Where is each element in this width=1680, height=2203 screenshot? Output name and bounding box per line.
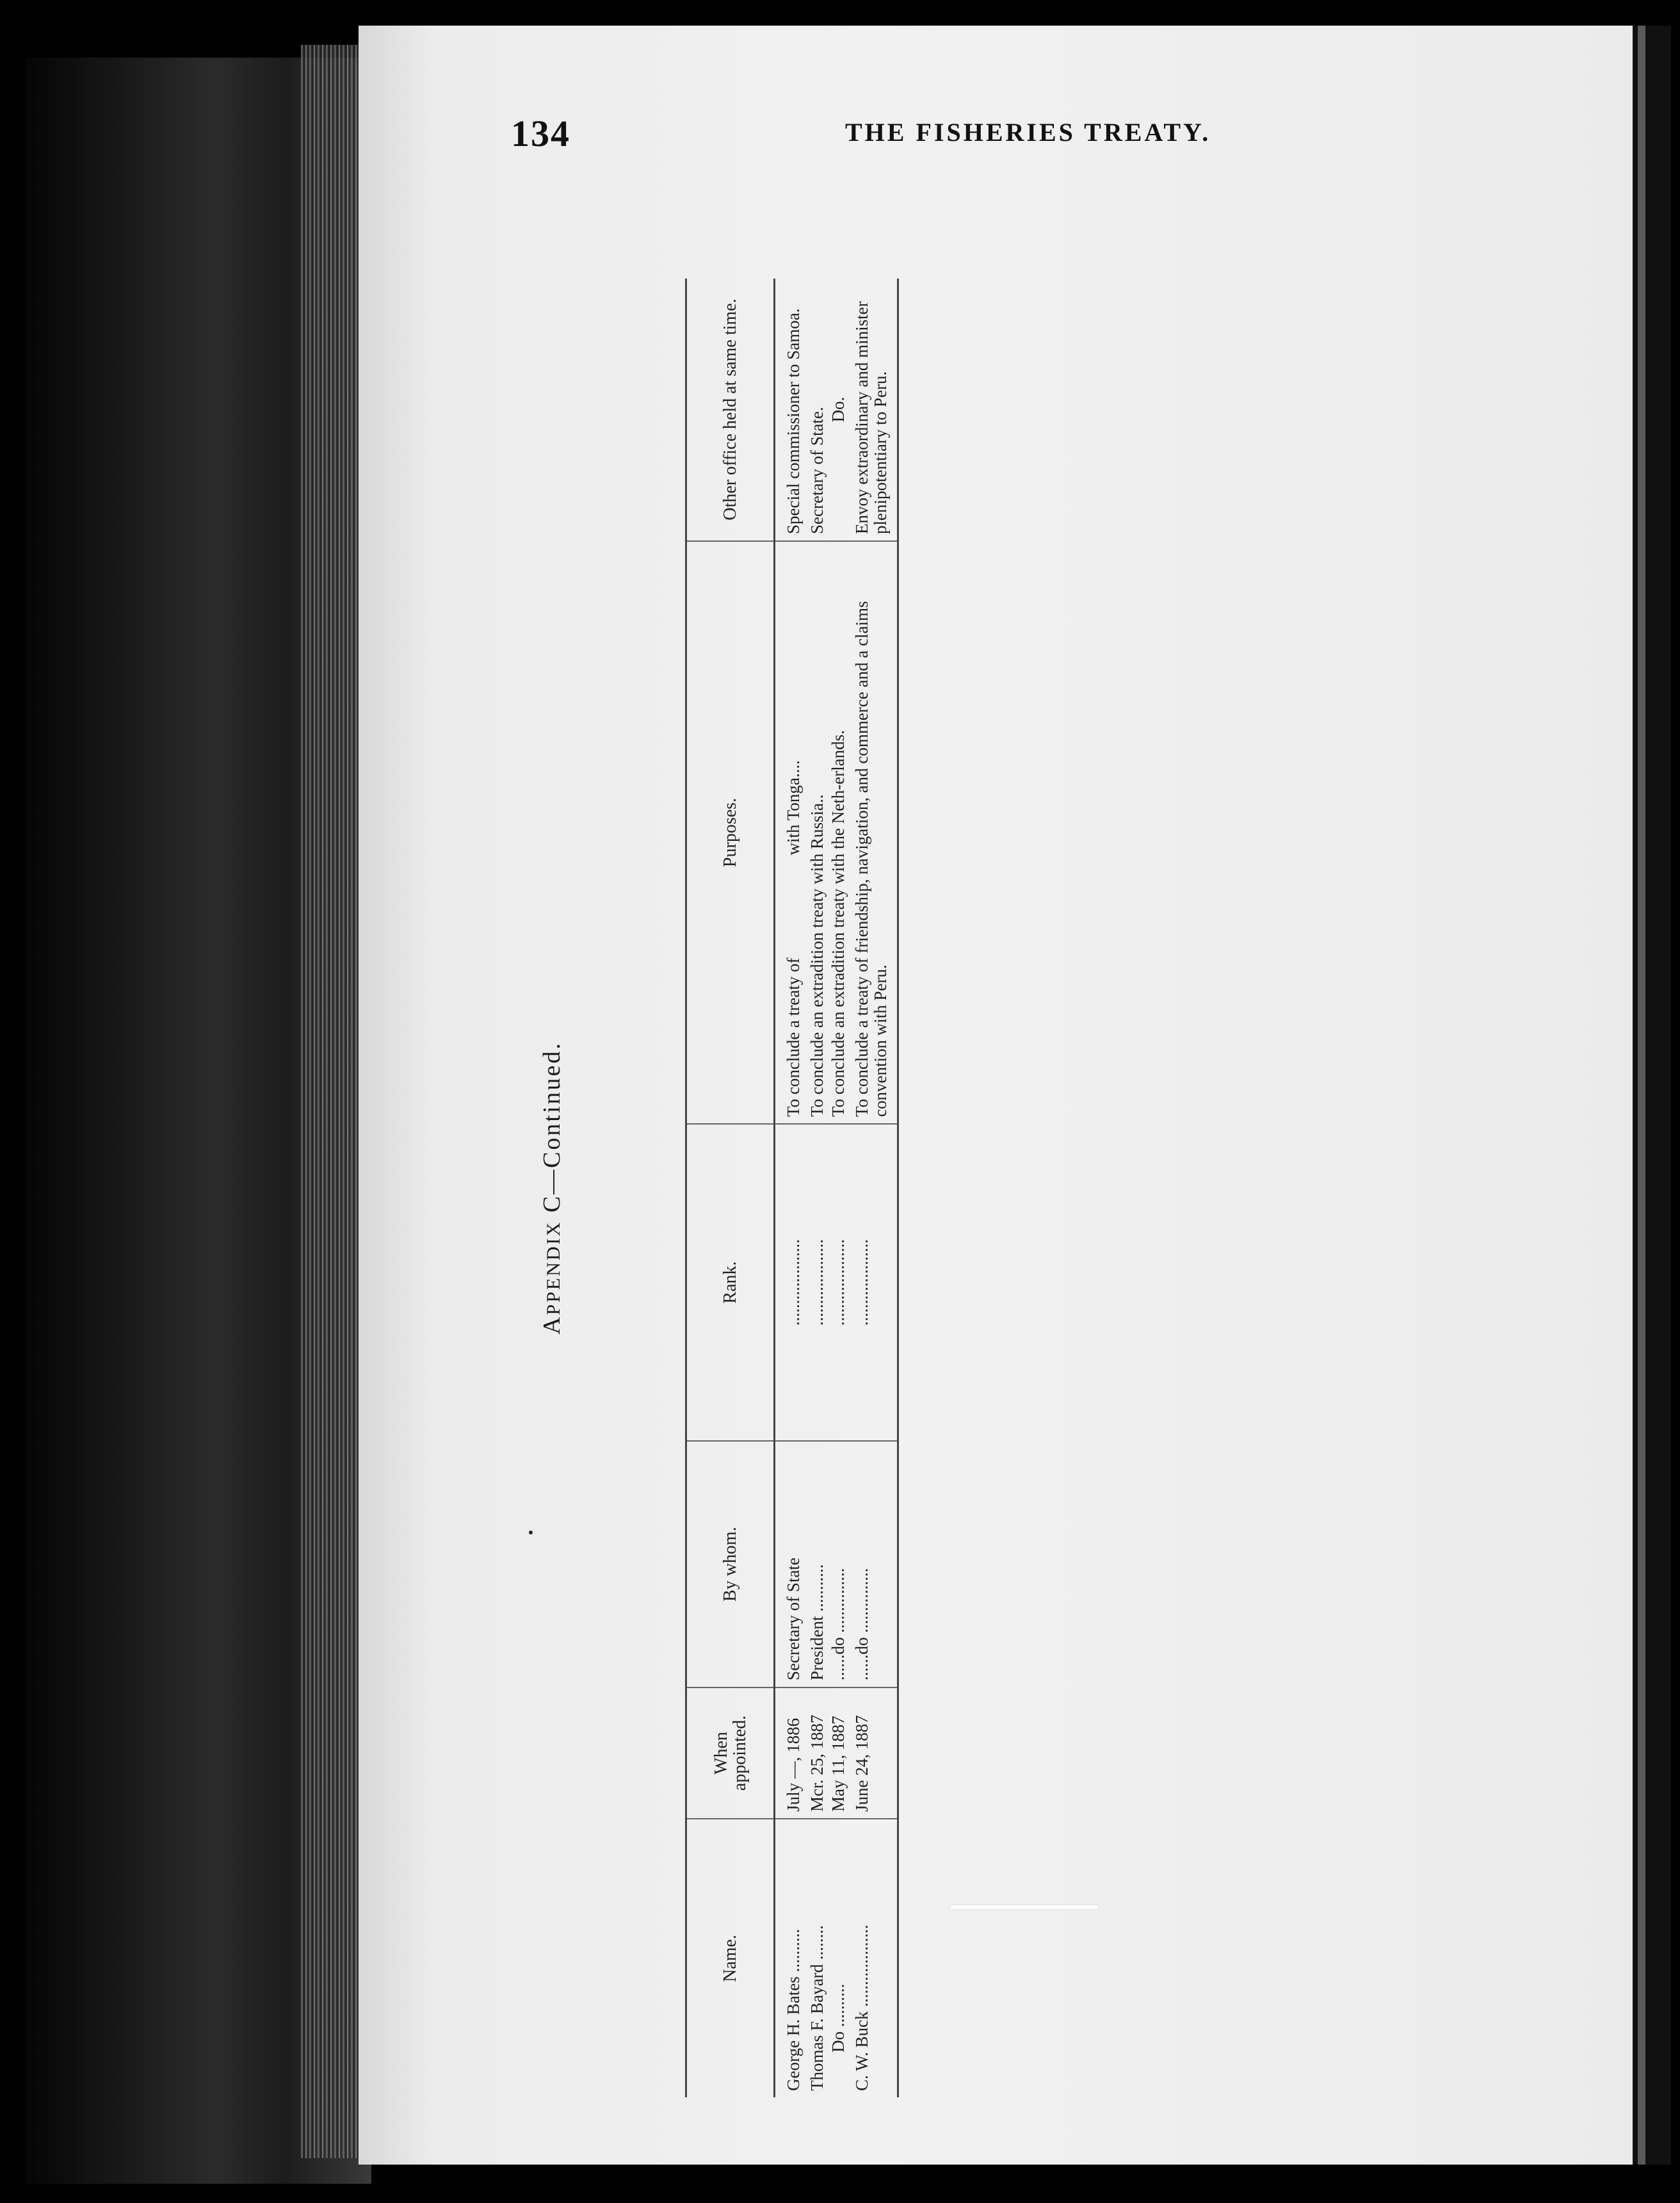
table-row: [775, 279, 806, 2097]
appendix-title: APPENDIX C—Continued.: [538, 1041, 565, 1335]
cell-rank: ....................: [805, 1124, 827, 1441]
cell-when: Mcr. 25, 1887: [805, 1687, 827, 1819]
cell-other-office: Do.: [827, 279, 850, 541]
column-header-purposes: Purposes.: [686, 541, 775, 1124]
rotated-appendix-table: [538, 279, 890, 2097]
cell-when: July —, 1886: [775, 1687, 806, 1819]
column-header-by-whom: By whom.: [686, 1441, 775, 1687]
cell-by-whom: Secretary of State: [775, 1441, 806, 1687]
column-header-when: When appointed.: [686, 1687, 775, 1819]
cell-name: C. W. Buck ...................: [850, 1819, 898, 2097]
table-row: [850, 279, 898, 2097]
cell-other-office: Envoy extraordinary and minister plenipotentiary to Peru.: [850, 279, 898, 541]
cell-rank: ....................: [775, 1124, 806, 1441]
cell-name: Do ..........: [828, 1983, 848, 2053]
cell-purposes: To conclude an extradition treaty with Russia..: [805, 541, 827, 1124]
table-row: [827, 279, 850, 2097]
ink-speck: [529, 1531, 533, 1534]
table-row: [805, 279, 827, 2097]
cell-other-office: Secretary of State.: [805, 279, 827, 541]
cell-name: George H. Bates ..........: [784, 1929, 803, 2091]
column-header-rank: Rank.: [686, 1124, 775, 1441]
cell-by-whom: President ...........: [805, 1441, 827, 1687]
paper-mark: [951, 1905, 1098, 1909]
page-number: 134: [511, 113, 570, 154]
right-page-edge: [1633, 26, 1671, 2165]
cell-when: June 24, 1887: [850, 1687, 898, 1819]
cell-by-whom: ......do ...............: [850, 1441, 898, 1687]
cell-purposes: To conclude a treaty of friendship, navigation, and commerce and a claims convention with Peru.: [850, 541, 898, 1124]
cell-name: Thomas F. Bayard ........: [807, 1925, 827, 2091]
column-header-name: Name.: [686, 1819, 775, 2097]
appointments-table: [685, 279, 899, 2097]
cell-rank: ....................: [850, 1124, 898, 1441]
cell-purposes: To conclude a treaty ofwith Tonga....: [775, 541, 806, 1124]
column-header-other-office: Other office held at same time.: [686, 279, 775, 541]
cell-other-office: Special commissioner to Samoa.: [775, 279, 806, 541]
running-head: THE FISHERIES TREATY.: [845, 118, 1211, 147]
cell-by-whom: ......do ...............: [827, 1441, 850, 1687]
cell-purposes: To conclude an extradition treaty with the Neth-erlands.: [827, 541, 850, 1124]
cell-when: May 11, 1887: [827, 1687, 850, 1819]
table-header-row: [686, 279, 775, 2097]
cell-rank: ....................: [827, 1124, 850, 1441]
